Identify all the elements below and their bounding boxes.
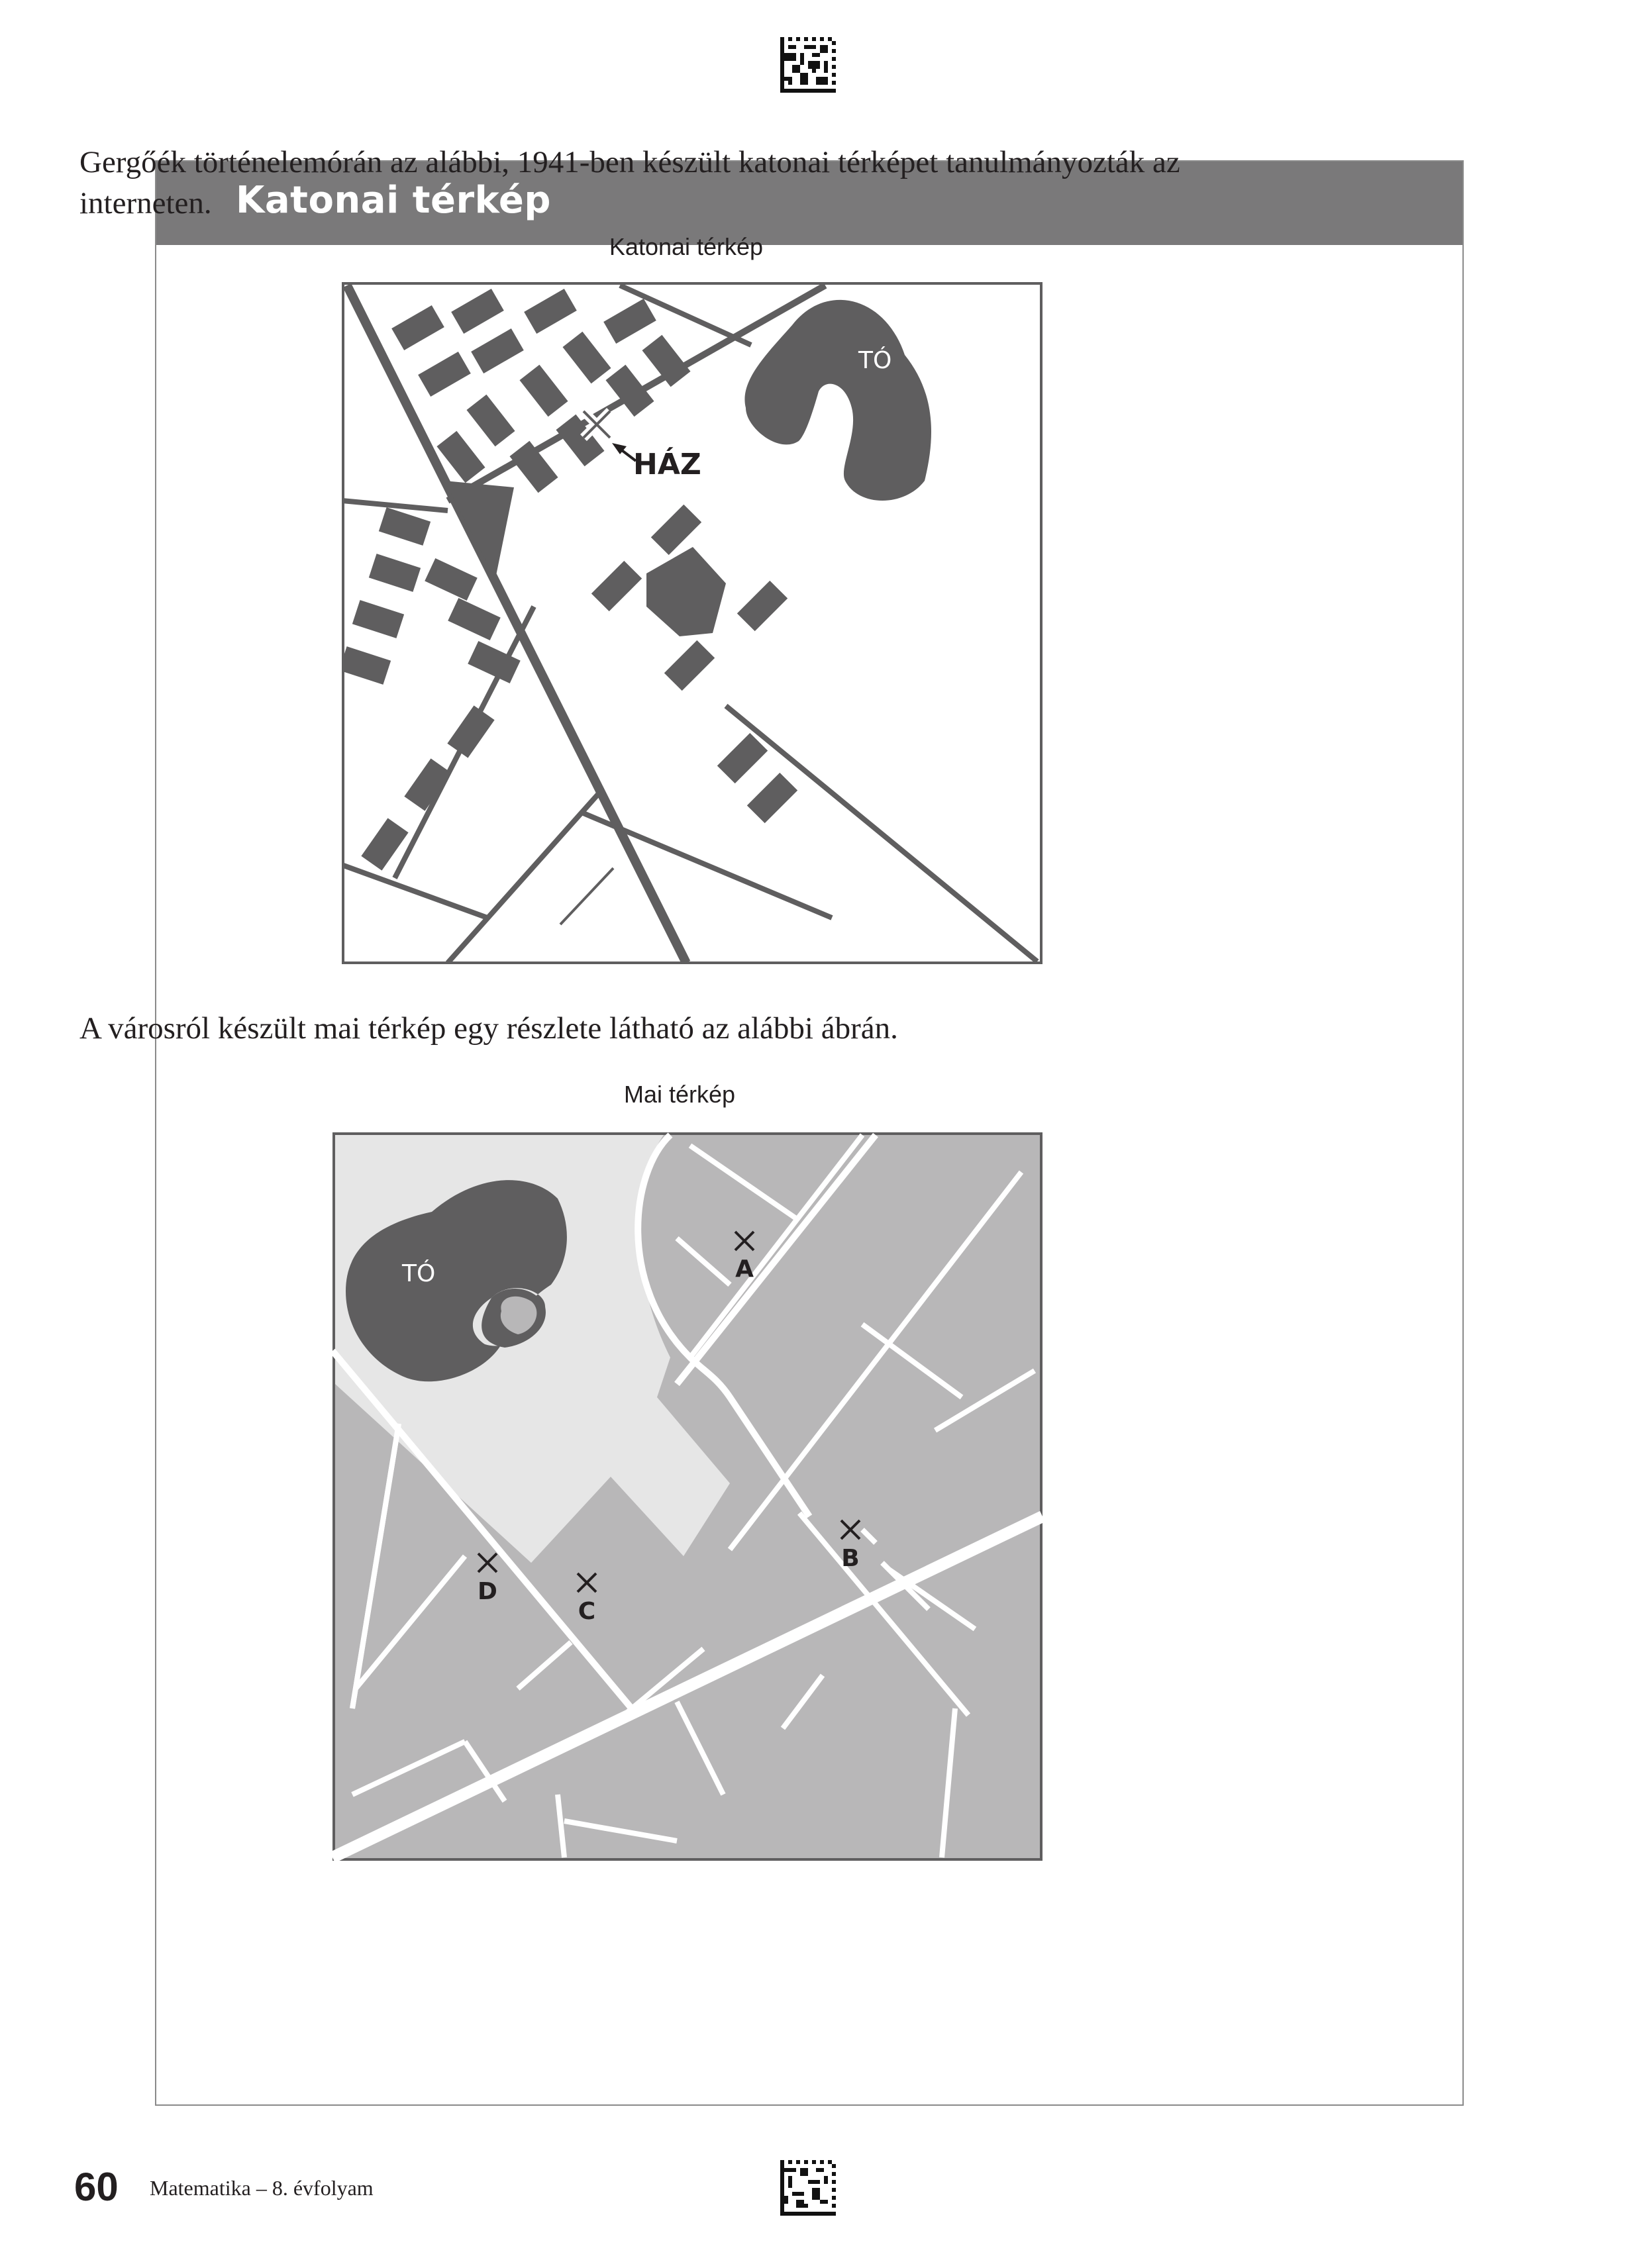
page-number: 60 xyxy=(74,2165,119,2209)
modern-map xyxy=(332,1132,1043,1861)
point-d-label: D xyxy=(478,1578,497,1605)
task-title: Katonai térkép xyxy=(236,179,551,222)
lake-label: TÓ xyxy=(858,347,892,374)
military-map-caption: Katonai térkép xyxy=(609,233,764,260)
military-map xyxy=(342,282,1043,964)
point-a-label: A xyxy=(735,1256,754,1283)
footer-text: Matematika – 8. évfolyam xyxy=(150,2176,374,2200)
lake-label: TÓ xyxy=(402,1260,436,1287)
house-label: HÁZ xyxy=(633,448,701,481)
datamatrix-code-top xyxy=(780,37,836,93)
point-b-label: B xyxy=(841,1545,860,1572)
point-c-label: C xyxy=(578,1598,596,1625)
datamatrix-code-bottom xyxy=(780,2160,836,2216)
modern-map-caption: Mai térkép xyxy=(623,1081,736,1108)
intro-paragraph: Gergőék történelemórán az alábbi, 1941-ben készült katonai térképet tanulmányozták az interneten. xyxy=(79,145,1180,221)
second-paragraph: A városról készült mai térkép egy részlete látható az alábbi ábrán. xyxy=(79,1011,898,1046)
